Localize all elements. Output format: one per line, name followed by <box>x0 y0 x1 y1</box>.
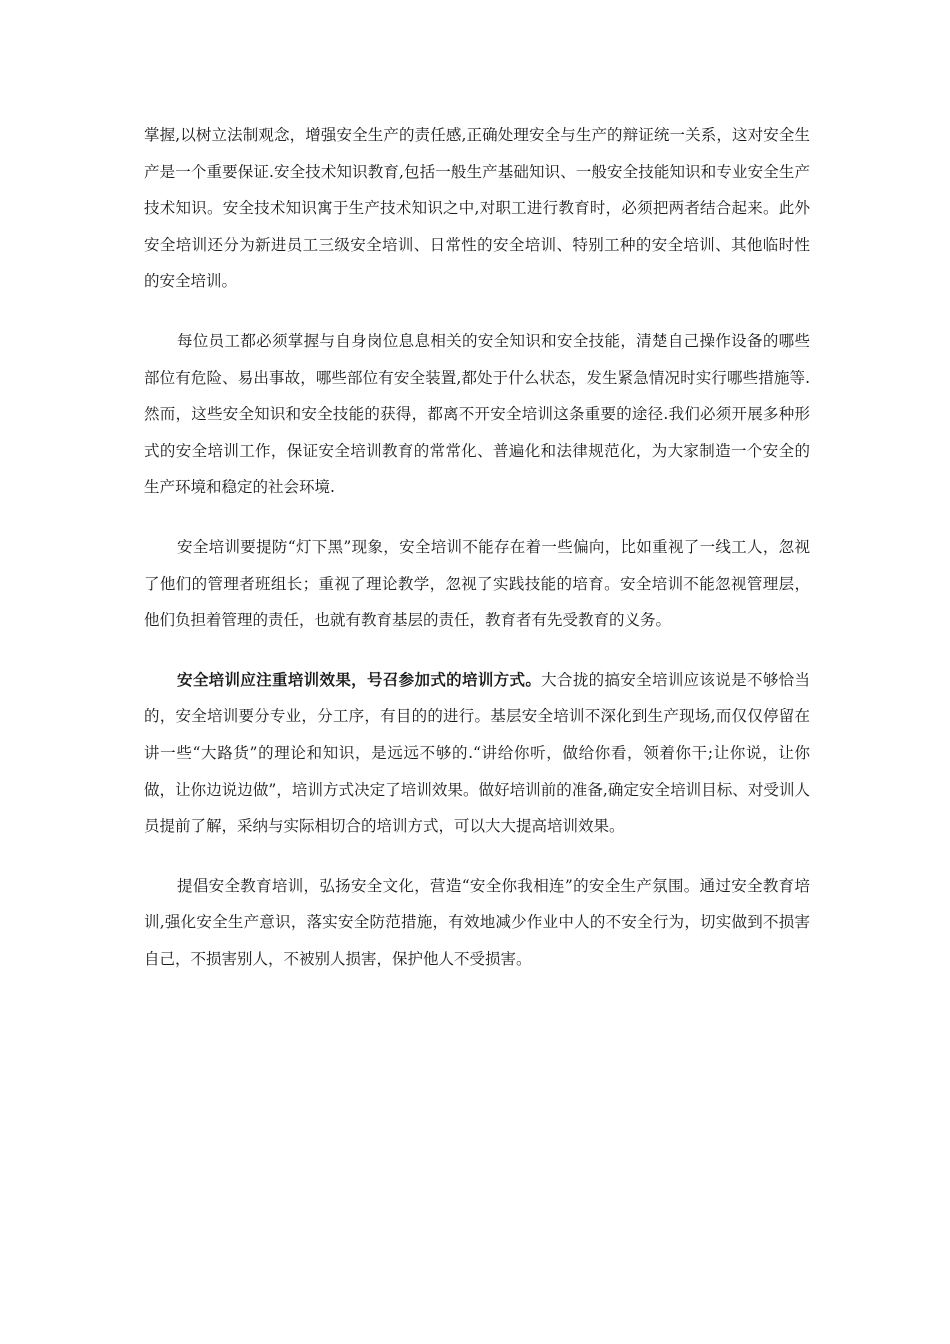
document-body <box>144 117 810 1000</box>
paragraph-5: 提倡安全教育培训，弘扬安全文化，营造“安全你我相连”的安全生产氛围。通过安全教育培训,强化安全生产意识，落实安全防范措施，有效地减少作业中人的不安全行为，切实做到不损害自己，不损害别人，不被别人损害，保护他人不受损害。 <box>144 876 810 968</box>
paragraph-1: 掌握,以树立法制观念，增强安全生产的责任感,正确处理安全与生产的辩证统一关系，这对安全生产是一个重要保证.安全技术知识教育,包括一般生产基础知识、一般安全技能知识和专业安全生产技术知识。安全技术知识寓于生产技术知识之中,对职工进行教育时，必须把两者结合起来。此外安全培训还分为新进员工三级安全培训、日常性的安全培训、特别工种的安全培训、其他临时性的安全培训。 <box>144 126 810 291</box>
paragraph-3: 安全培训要提防“灯下黑”现象，安全培训不能存在着一些偏向，比如重视了一线工人，忽视了他们的管理者班组长；重视了理论教学，忽视了实践技能的培育。安全培训不能忽视管理层，他们负担着管理的责任，也就有教育基层的责任，教育者有先受教育的义务。 <box>144 537 810 630</box>
paragraph-2: 每位员工都必须掌握与自身岗位息息相关的安全知识和安全技能，清楚自己操作设备的哪些部位有危险、易出事故，哪些部位有安全装置,都处于什么状态，发生紧急情况时实行哪些措施等.然而，这些安全知识和安全技能的获得，都离不开安全培训这条重要的途径.我们必须开展多种形式的安全培训工作，保证安全培训教育的常常化、普遍化和法律规范化，为大家制造一个安全的生产环境和稳定的社会环境. <box>144 331 810 497</box>
paragraph-4-text: 大合拢的搞安全培训应该说是不够恰当的，安全培训要分专业，分工序，有目的的进行。基层安全培训不深化到生产现场,而仅仅停留在讲一些“大路货”的理论和知识，是远远不够的.“讲给你听，做给你看，领着你干;让你说，让你做，让你边说边做”，培训方式决定了培训效果。做好培训前的准备,确定安全培训目标、对受训人员提前了解，采纳与实际相切合的培训方式，可以大大提高培训效果。 <box>144 670 810 836</box>
paragraph-4-bold-lead: 安全培训应注重培训效果，号召参加式的培训方式。 <box>177 669 542 689</box>
paragraph-4 <box>144 662 810 845</box>
